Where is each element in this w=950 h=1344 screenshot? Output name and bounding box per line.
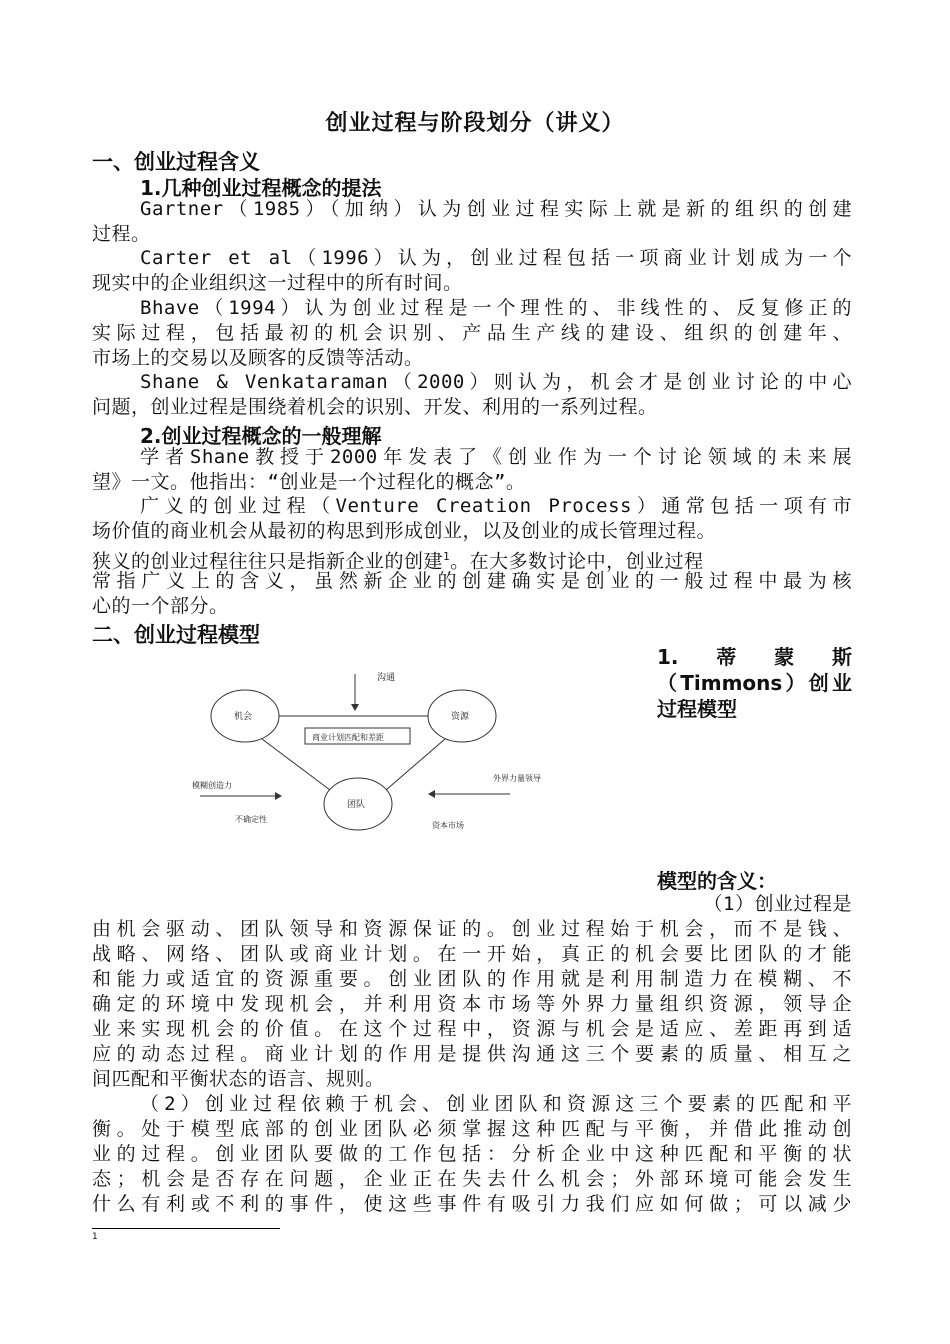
paragraph-line: 现实中的企业组织这一过程中的所有时间。 (92, 272, 463, 294)
footnote-divider (92, 1228, 280, 1229)
paragraph-line: 间匹配和平衡状态的语言、规则。 (92, 1068, 385, 1090)
paragraph-line: （1）创业过程是 (703, 893, 852, 915)
arrowhead (275, 792, 282, 800)
paragraph-line: 心的一个部分。 (92, 595, 229, 617)
model-title-line: （Timmons）创业 (657, 671, 852, 695)
section1-sub2: 2.创业过程概念的一般理解 (140, 424, 382, 448)
diagram-label: 不确定性 (235, 815, 267, 824)
diagram-label: 模糊创造力 (192, 781, 232, 790)
timmons-model-diagram (180, 664, 560, 839)
arrowhead (428, 790, 435, 798)
diagram-label: 机会 (234, 712, 253, 722)
paragraph-line: 由机会驱动、团队领导和资源保证的。创业过程始于机会，而不是钱、 (92, 918, 852, 940)
model-title-line: 过程模型 (657, 697, 737, 721)
paragraph-line: 学者Shane教授于2000年发表了《创业作为一个讨论领域的未来展 (140, 446, 852, 468)
paragraph-line: 业来实现机会的价值。在这个过程中，资源与机会是适应、差距再到适 (92, 1018, 852, 1040)
paragraph-line: 场价值的商业机会从最初的构思到形成创业，以及创业的成长管理过程。 (92, 520, 717, 542)
paragraph-line: （2）创业过程依赖于机会、创业团队和资源这三个要素的匹配和平 (140, 1093, 852, 1115)
paragraph-line: Shane & Venkataraman（2000）则认为，机会才是创业讨论的中心 (140, 371, 852, 393)
paragraph-line: 确定的环境中发现机会，并利用资本市场等外界力量组织资源，领导企 (92, 993, 852, 1015)
model-title-line: 1. 蒂 蒙 斯 (657, 645, 852, 669)
triangle-edge (262, 739, 330, 790)
paragraph-line: 和能力或适宜的资源重要。创业团队的作用就是利用制造力在模糊、不 (92, 968, 852, 990)
paragraph-line: 问题，创业过程是围绕着机会的识别、开发、利用的一系列过程。 (92, 396, 658, 418)
model-meaning-label: 模型的含义： (657, 869, 777, 893)
paragraph-line: 市场上的交易以及顾客的反馈等活动。 (92, 347, 424, 369)
paragraph-line: 衡。处于模型底部的创业团队必须掌握这种匹配与平衡，并借此推动创 (92, 1118, 852, 1140)
paragraph-line: 过程。 (92, 223, 151, 245)
diagram-label: 团队 (347, 800, 366, 810)
paragraph-line: 应的动态过程。商业计划的作用是提供沟通这三个要素的质量、相互之 (92, 1043, 852, 1065)
footnote: 1 (92, 1232, 98, 1242)
arrowhead (351, 704, 359, 711)
paragraph-line: 业的过程。创业团队要做的工作包括：分析企业中这种匹配和平衡的状 (92, 1143, 852, 1165)
paragraph-line: Carter et al（1996）认为，创业过程包括一项商业计划成为一个 (140, 247, 852, 269)
diagram-label: 资源 (451, 712, 470, 722)
section1-sub1: 1.几种创业过程概念的提法 (140, 176, 382, 200)
paragraph-line: 战略、网络、团队或商业计划。在一开始，真正的机会要比团队的才能 (92, 943, 852, 965)
paragraph-line: 望》一文。他指出：“创业是一个过程化的概念”。 (92, 471, 526, 493)
triangle-edge (386, 739, 445, 790)
diagram-label: 商业计划匹配和差距 (312, 733, 384, 742)
paragraph-line: 常指广义上的含义，虽然新企业的创建确实是创业的一般过程中最为核 (92, 570, 852, 592)
section1-heading: 一、创业过程含义 (92, 150, 260, 174)
paragraph-line: 什么有利或不利的事件，使这些事件有吸引力我们应如何做；可以减少 (92, 1193, 852, 1215)
diagram-label: 沟通 (377, 673, 396, 683)
diagram-label: 资本市场 (432, 821, 464, 830)
paragraph-text: 狭义的创业过程往往只是指新企业的创建 (92, 550, 444, 573)
footnote-reference[interactable]: 1 (443, 550, 451, 563)
paragraph-line: 广义的创业过程（Venture Creation Process）通常包括一项有市 (140, 495, 852, 517)
diagram-label: 外界力量领导 (493, 774, 541, 783)
model-title (657, 644, 852, 722)
paragraph-line: Gartner（1985）（加纳）认为创业过程实际上就是新的组织的创建 (140, 198, 852, 220)
paragraph-line: 态；机会是否存在问题，企业正在失去什么机会；外部环境可能会发生 (92, 1168, 852, 1190)
page-title: 创业过程与阶段划分（讲义） (325, 111, 625, 136)
paragraph-line: Bhave（1994）认为创业过程是一个理性的、非线性的、反复修正的 (140, 297, 852, 319)
paragraph-line: 实际过程，包括最初的机会识别、产品生产线的建设、组织的创建年、 (92, 322, 852, 344)
section2-heading: 二、创业过程模型 (92, 623, 260, 647)
paragraph-text: 。在大多数讨论中，创业过程 (450, 550, 704, 573)
